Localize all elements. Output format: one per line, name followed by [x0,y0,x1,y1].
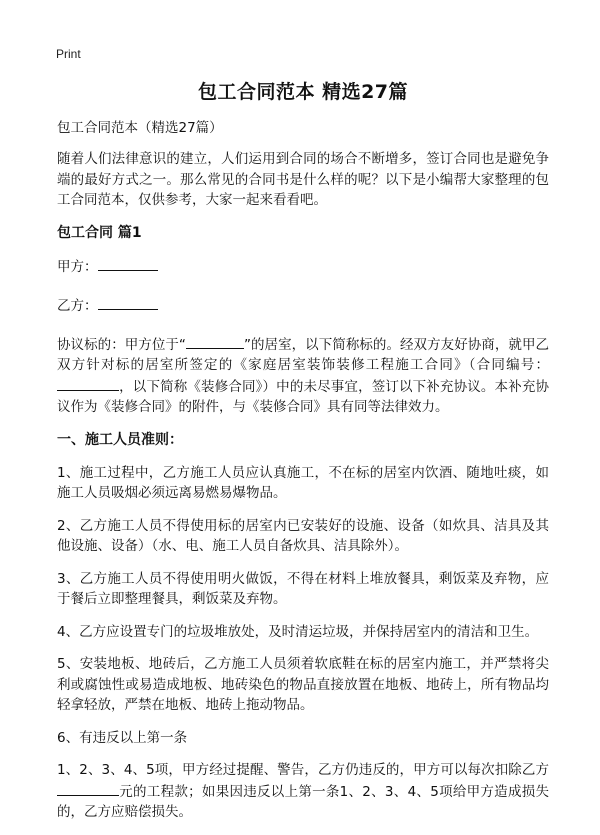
document-title: 包工合同范本 精选27篇 [197,81,409,103]
location-blank [186,334,244,349]
rules-heading: 一、施工人员准则： [57,431,183,448]
rule-item-3: 3、乙方施工人员不得使用明火做饭，不得在材料上堆放餐具，剩饭菜及弃物，应于餐后立即整理餐具，剩饭菜及弃物。 [57,570,549,607]
intro-paragraph: 随着人们法律意识的建立，人们运用到合同的场合不断增多，签订合同也是避免争端的最好方式之一。那么常见的合同书是什么样的呢？以下是小编帮大家整理的包工合同范本，仅供参考，大家一起来看看吧。 [57,151,549,208]
document-page [57,80,549,835]
rule-item-1: 1、施工过程中，乙方施工人员应认真施工，不在标的居室内饮酒、随地吐痰，如施工人员吸烟必须远离易燃易爆物品。 [57,464,549,501]
rule-item-4: 4、乙方应设置专门的垃圾堆放处，及时清运垃圾，并保持居室内的清洁和卫生。 [57,623,539,640]
penalty-amount-blank [57,781,119,796]
party-b-blank [98,295,158,310]
rule-item-5: 5、安装地板、地砖后，乙方施工人员须着软底鞋在标的居室内施工，并严禁将尖利或腐蚀性或易造成地板、地砖染色的物品直接放置在地板、地砖上，所有物品均轻拿轻放，严禁在地板、地砖上拖动物品。 [57,656,549,713]
document-subtitle: 包工合同范本（精选27篇） [57,120,223,136]
penalty-paragraph [57,760,549,823]
contract-number-blank [57,376,119,391]
section-title: 包工合同 篇1 [57,224,142,241]
penalty-text-3: ，乙方应赔偿损失。 [70,804,192,820]
party-b-label: 乙方： [57,297,98,314]
penalty-text-1: 1、2、3、4、5项，甲方经过提醒、警告，乙方仍违反的，甲方可以每次扣除乙方 [57,762,549,778]
agreement-text-2: ”的居室，以下简称标的。经双方友好协商，就甲乙双方针对标的居室所签定的《家庭居室装饰装修工程施工合同》（合同编号： [57,336,549,373]
party-a-blank [98,256,158,271]
agreement-paragraph [57,334,549,418]
print-link[interactable]: Print [56,47,81,61]
rule-item-2: 2、乙方施工人员不得使用标的居室内已安装好的设施、设备（如炊具、洁具及其他设施、设备）（水、电、施工人员自备炊具、洁具除外）。 [57,517,549,554]
penalty-text-2: 元的工程款；如果因违反以上第一条1、2、3、4、5项给甲方造成损失的 [57,783,549,820]
agreement-text-1: 协议标的：甲方位于“ [57,336,186,353]
party-a-line [57,256,549,277]
party-b-line [57,295,549,316]
agreement-text-3: ，以下简称《装修合同》）中的未尽事宜，签订以下补充协议。本补充协议作为《装修合同》的附件，与《装修合同》具有同等法律效力。 [57,378,549,415]
party-a-label: 甲方： [57,258,98,275]
rule-item-6: 6、有违反以上第一条 [57,729,188,746]
